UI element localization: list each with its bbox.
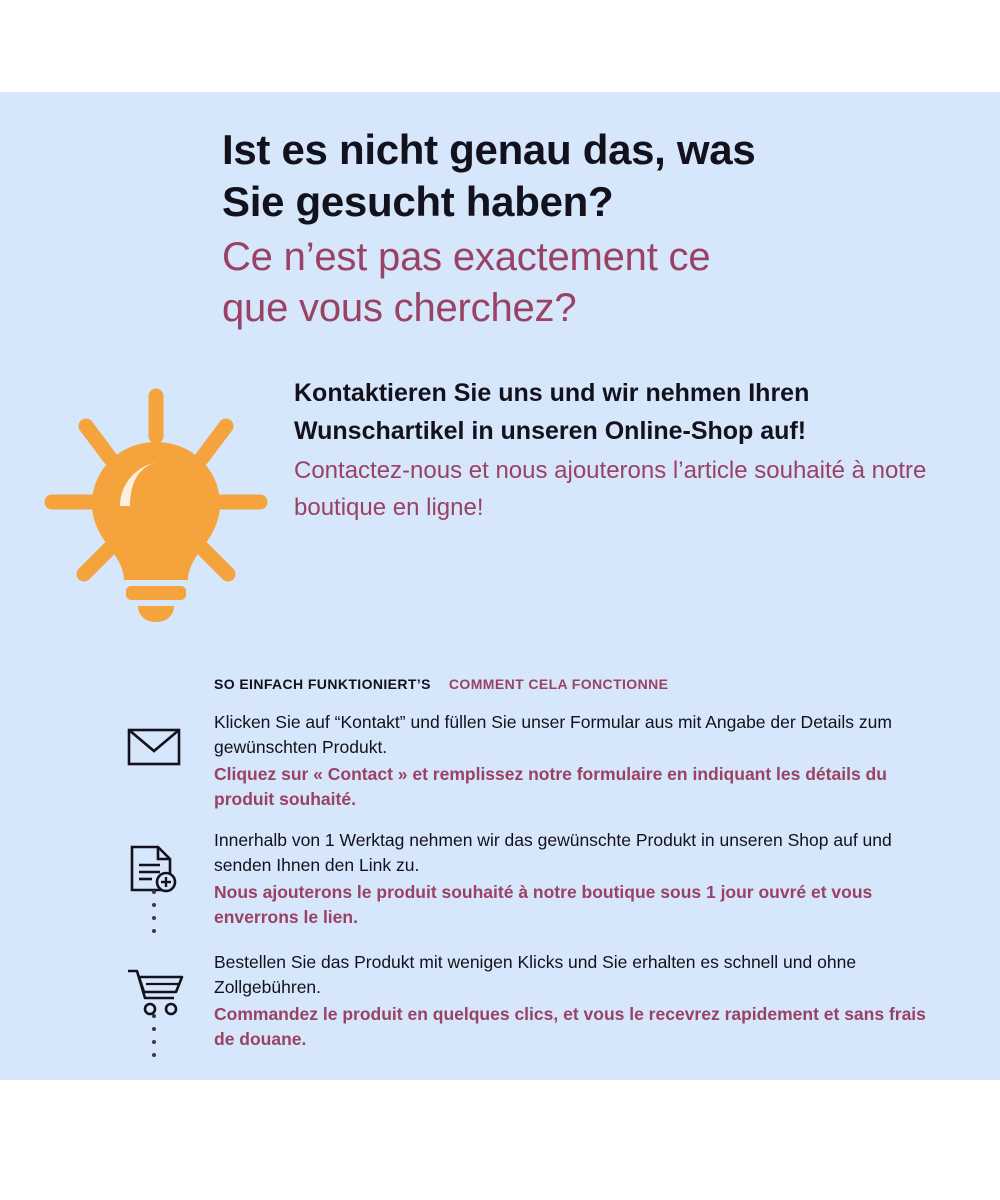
step-connector-dots xyxy=(152,1014,156,1066)
intro-row xyxy=(0,374,1000,644)
intro-text xyxy=(294,374,934,526)
steps-heading xyxy=(214,676,668,692)
shopping-cart-icon xyxy=(126,966,186,1021)
intro-german: Kontaktieren Sie uns und wir nehmen Ihren Wunschartikel in unseren Online-Shop auf! xyxy=(294,379,810,445)
step-text xyxy=(214,704,932,811)
step-french: Commandez le produit en quelques clics, et vous le recevrez rapidement et sans frais de douane. xyxy=(214,1003,926,1049)
step-icon-slot xyxy=(0,704,214,822)
headline-german xyxy=(222,124,942,228)
headline-block xyxy=(222,124,942,333)
step-french: Nous ajouterons le produit souhaité à notre boutique sous 1 jour ouvré et vous enverrons le lien. xyxy=(214,881,873,927)
lightbulb-icon xyxy=(38,384,274,624)
headline-french-line2: que vous cherchez? xyxy=(222,285,577,330)
step-item xyxy=(0,704,1000,822)
step-item xyxy=(0,944,1000,1054)
step-text xyxy=(214,944,932,1051)
step-text xyxy=(214,822,932,929)
headline-german-line2: Sie gesucht haben? xyxy=(222,178,614,226)
headline-french-line1: Ce n’est pas exactement ce xyxy=(222,235,711,280)
intro-french: Contactez-nous et nous ajouterons l’article souhaité à notre boutique en ligne! xyxy=(294,457,927,522)
step-connector-dots xyxy=(152,890,156,942)
step-icon-slot xyxy=(0,822,214,944)
step-item xyxy=(0,822,1000,944)
step-german: Innerhalb von 1 Werktag nehmen wir das gewünschte Produkt in unseren Shop auf und senden Ihnen den Link zu. xyxy=(214,830,892,875)
headline-french xyxy=(222,232,942,333)
steps-list xyxy=(0,704,1000,1054)
headline-german-line1: Ist es nicht genau das, was xyxy=(222,126,756,173)
promo-panel xyxy=(0,92,1000,1080)
step-french: Cliquez sur « Contact » et remplissez notre formulaire en indiquant les détails du produit souhaité. xyxy=(214,763,887,809)
envelope-icon xyxy=(126,726,182,773)
step-german: Bestellen Sie das Produkt mit wenigen Klicks und Sie erhalten es schnell und ohne Zollgebühren. xyxy=(214,952,857,997)
steps-heading-french: COMMENT CELA FONCTIONNE xyxy=(448,676,669,692)
step-icon-slot xyxy=(0,944,214,1054)
step-german: Klicken Sie auf “Kontakt” und füllen Sie unser Formular aus mit Angabe der Details zum gewünschten Produkt. xyxy=(214,712,892,757)
steps-heading-german: SO EINFACH FUNKTIONIERT’S xyxy=(214,676,431,692)
